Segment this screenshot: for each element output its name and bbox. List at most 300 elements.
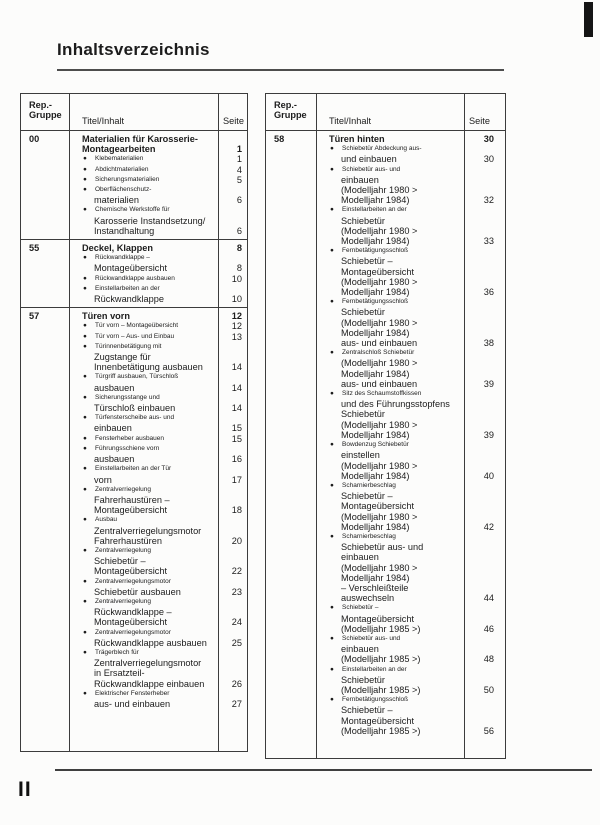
entry-text-content: Schiebetür – [342, 604, 379, 612]
entry-text [69, 393, 160, 403]
group-number [266, 277, 316, 287]
group-number [266, 226, 316, 236]
group-number: 58 [274, 134, 285, 144]
group-number [21, 668, 69, 678]
group-number [266, 318, 316, 328]
page-number: 12 [231, 321, 242, 332]
page-number [464, 491, 505, 501]
page-number: 15 [231, 433, 242, 444]
page-number [218, 515, 247, 525]
toc-entry-line [21, 253, 247, 263]
table-header-row [21, 94, 247, 131]
page-number [218, 689, 247, 699]
page-number: 56 [483, 725, 494, 736]
entry-text: (Modelljahr 1980 > [341, 460, 418, 471]
group-number [266, 644, 316, 654]
page-number [464, 512, 505, 522]
page-number: 44 [483, 593, 494, 604]
group-number [21, 526, 69, 536]
entry-text: Montageübersicht [341, 266, 415, 277]
bullet-icon: ● [83, 546, 87, 554]
entry-text [69, 274, 175, 284]
bullet-icon: ● [330, 532, 334, 540]
group-number [21, 226, 69, 236]
entry-text [69, 485, 152, 495]
toc-entry-line [266, 430, 505, 440]
group-number [266, 154, 316, 164]
group-number [266, 195, 316, 205]
toc-entry-line [21, 321, 247, 331]
toc-entry-line [21, 515, 247, 525]
group-number [266, 593, 316, 603]
group-number [266, 501, 316, 511]
group-number [266, 471, 316, 481]
entry-text: Montageübersicht [341, 715, 415, 726]
toc-entry-line [266, 134, 505, 144]
page-number [464, 420, 505, 430]
entry-text: Schiebetür [341, 409, 385, 420]
group-number [266, 675, 316, 685]
entry-text: Rückwandklappe einbauen [94, 678, 205, 689]
toc-entry-line [21, 536, 247, 546]
group-number [21, 679, 69, 689]
toc-entry-line [266, 195, 505, 205]
toc-entry-line [266, 501, 505, 511]
group-number [266, 430, 316, 440]
toc-entry-line [21, 352, 247, 362]
toc-entry-line [266, 665, 505, 675]
page-number: 14 [231, 403, 242, 414]
entry-text: Montageübersicht [94, 566, 168, 577]
bullet-icon: ● [330, 481, 334, 489]
toc-entry-line [21, 311, 247, 321]
toc-entry-line [266, 236, 505, 246]
page-number: 22 [231, 566, 242, 577]
group-number [21, 154, 69, 164]
toc-entry-line [21, 597, 247, 607]
page-number [464, 216, 505, 226]
toc-entry-line [21, 505, 247, 515]
group-number [21, 253, 69, 263]
group-number [21, 699, 69, 709]
toc-entry-line [266, 573, 505, 583]
entry-text-content: Fernbetätigungsschloß [342, 298, 409, 306]
page-number [464, 307, 505, 317]
page-number: 42 [483, 521, 494, 532]
entry-text-content: Sicherungsstange und [95, 393, 160, 401]
page-number [464, 675, 505, 685]
group-number [21, 638, 69, 648]
toc-entry-line [21, 668, 247, 678]
entry-text [69, 175, 160, 185]
page-number: 4 [236, 164, 242, 175]
page-number [218, 546, 247, 556]
toc-entry-line [266, 481, 505, 491]
page-number: 16 [231, 454, 242, 465]
page-number: 36 [483, 287, 494, 298]
toc-entry-line [21, 485, 247, 495]
entry-text: aus- und einbauen [341, 378, 418, 389]
group-number [21, 485, 69, 495]
entry-text: Rückwandklappe [94, 294, 164, 305]
page-number [464, 450, 505, 460]
bullet-icon: ● [83, 485, 87, 493]
entry-text [316, 297, 409, 307]
bullet-icon: ● [330, 696, 334, 704]
group-number [21, 475, 69, 485]
toc-entry-line [21, 444, 247, 454]
group-number [21, 321, 69, 331]
entry-text: Fahrerhaustüren – [94, 494, 170, 505]
toc-section [21, 131, 247, 239]
group-number: 57 [29, 311, 40, 322]
group-number [266, 175, 316, 185]
column-header-group-line2: Gruppe [29, 110, 62, 121]
toc-entry-line [266, 603, 505, 613]
group-number [266, 542, 316, 552]
group-number [21, 372, 69, 382]
page-number: 14 [231, 362, 242, 373]
group-number [21, 383, 69, 393]
entry-text-content: Scharnierbeschlag [342, 532, 396, 540]
group-number [266, 236, 316, 246]
group-number [21, 423, 69, 433]
page-number: 10 [231, 294, 242, 305]
group-number [21, 689, 69, 699]
toc-entry-line [21, 383, 247, 393]
entry-text: ausbauen [94, 382, 135, 393]
page-number [218, 372, 247, 382]
column-header-group-line2: Gruppe [274, 110, 307, 121]
toc-entry-line [21, 689, 247, 699]
group-number [266, 369, 316, 379]
entry-text-content: Klebematerialien [95, 155, 144, 163]
column-divider [464, 94, 465, 758]
entry-text: Modelljahr 1984) [341, 572, 410, 583]
toc-entry-line [21, 243, 247, 253]
bullet-icon: ● [83, 648, 87, 656]
group-number [266, 287, 316, 297]
page-number [218, 485, 247, 495]
entry-text: Schiebetür [341, 674, 385, 685]
group-number [266, 624, 316, 634]
entry-text: (Modelljahr 1985 >) [341, 725, 421, 736]
group-number [266, 450, 316, 460]
group-number [21, 546, 69, 556]
page-number [218, 495, 247, 505]
group-number [21, 607, 69, 617]
group-number [266, 695, 316, 705]
toc-entry-line [266, 705, 505, 715]
group-number [266, 705, 316, 715]
entry-text-content: Türfensterscheibe aus- und [95, 414, 175, 422]
toc-entry-line [266, 491, 505, 501]
column-header-group [266, 100, 316, 126]
page-number: 15 [231, 423, 242, 434]
entry-text [69, 154, 144, 164]
entry-text [69, 597, 152, 607]
group-number [266, 358, 316, 368]
toc-entry-line [266, 216, 505, 226]
entry-text: Modelljahr 1984) [341, 287, 410, 298]
entry-text [316, 348, 415, 358]
toc-entry-line [21, 144, 247, 154]
bullet-icon: ● [83, 274, 87, 282]
entry-text: Schiebetür ausbauen [94, 586, 181, 597]
entry-text-content: Oberflächenschutz- [95, 186, 152, 194]
page-number [218, 342, 247, 352]
entry-text: in Ersatzteil- [94, 668, 145, 679]
page-number [464, 542, 505, 552]
toc-entry-line [21, 175, 247, 185]
group-number [21, 413, 69, 423]
entry-text [316, 603, 379, 613]
group-number [21, 165, 69, 175]
entry-text [69, 444, 160, 454]
bullet-icon: ● [330, 634, 334, 642]
toc-section [21, 239, 247, 307]
toc-entry-line [21, 699, 247, 709]
toc-entry-line [21, 342, 247, 352]
entry-text: Modelljahr 1984) [341, 368, 410, 379]
page-number: 10 [231, 273, 242, 284]
entry-text [69, 321, 179, 331]
page-number: 8 [236, 243, 242, 254]
entry-text [316, 634, 401, 644]
entry-text-content: Führungsschiene vorn [95, 444, 160, 452]
page-number: 6 [236, 225, 242, 236]
toc-entry-line [266, 165, 505, 175]
toc-entry-line [266, 716, 505, 726]
page-number [218, 134, 247, 144]
entry-text-content: Trägerblech für [95, 648, 139, 656]
toc-entry-line [266, 685, 505, 695]
toc-entry-line [21, 216, 247, 226]
group-number [266, 185, 316, 195]
column-divider [69, 94, 70, 751]
page-number: 18 [231, 505, 242, 516]
entry-text-content: Scharnierbeschlag [342, 481, 396, 489]
page-number: 48 [483, 654, 494, 665]
toc-entry-line [21, 546, 247, 556]
toc-entry-line [266, 532, 505, 542]
bullet-icon: ● [83, 332, 87, 340]
page-number [464, 573, 505, 583]
entry-text [69, 165, 149, 175]
toc-entry-line [266, 318, 505, 328]
entry-text-content: Sitz des Schaumstoffkissen [342, 390, 422, 398]
page-number [464, 165, 505, 175]
entry-text: Schiebetür aus- und [341, 542, 424, 553]
entry-text [316, 532, 396, 542]
page-number [464, 369, 505, 379]
group-number [21, 263, 69, 273]
toc-entry-line [266, 420, 505, 430]
entry-text-content: Zentralverriegelungsmotor [95, 628, 171, 636]
toc-entry-line [266, 348, 505, 358]
toc-entry-line [266, 695, 505, 705]
group-number [21, 587, 69, 597]
toc-entry-line [21, 577, 247, 587]
bullet-icon: ● [83, 628, 87, 636]
entry-text-content: Türinnenbetätigung mit [95, 342, 162, 350]
column-header-group-line1: Rep.- [29, 100, 52, 110]
entry-text-content: Fernbetätigungsschloß [342, 247, 409, 255]
group-number [21, 597, 69, 607]
toc-entry-line [21, 617, 247, 627]
entry-text: aus- und einbauen [341, 338, 418, 349]
entry-text: (Modelljahr 1980 > [341, 511, 418, 522]
bullet-icon: ● [83, 434, 87, 442]
entry-text: (Modelljahr 1980 > [341, 562, 418, 573]
bullet-icon: ● [330, 247, 334, 255]
entry-text-content: Einstellarbeiten an der Tür [95, 465, 172, 473]
title-rule [57, 69, 504, 71]
toc-section [266, 131, 505, 739]
entry-text-content: Einstellarbeiten an der [342, 206, 407, 214]
group-number [266, 440, 316, 450]
page-number [464, 185, 505, 195]
column-header-group-line1: Rep.- [274, 100, 297, 110]
group-number [266, 399, 316, 409]
entry-text-content: Einstellarbeiten an der [95, 284, 160, 292]
group-number [266, 307, 316, 317]
entry-text: Deckel, Klappen [82, 243, 153, 254]
toc-entry-line [266, 256, 505, 266]
entry-text: Schiebetür – [94, 556, 146, 567]
group-number [21, 577, 69, 587]
entry-text: (Modelljahr 1980 > [341, 276, 418, 287]
entry-text: – Verschleißteile [341, 582, 409, 593]
toc-entry-line [21, 372, 247, 382]
toc-entry-line [266, 144, 505, 154]
group-number [266, 348, 316, 358]
page-number [464, 665, 505, 675]
toc-entry-line [21, 263, 247, 273]
entry-text: (Modelljahr 1980 > [341, 225, 418, 236]
page-number: 25 [231, 637, 242, 648]
column-header-group [21, 100, 69, 126]
page-number [464, 634, 505, 644]
toc-entry-line [266, 583, 505, 593]
entry-text: Fahrerhaustüren [94, 535, 162, 546]
column-divider [218, 94, 219, 751]
page-number [464, 205, 505, 215]
entry-text: Schiebetür [341, 307, 385, 318]
group-number [266, 297, 316, 307]
toc-entry-line [266, 154, 505, 164]
column-header-page: Seite [223, 115, 244, 126]
column-header-page: Seite [469, 115, 490, 126]
entry-text: Karosserie Instandsetzung/ [94, 215, 206, 226]
group-number [266, 409, 316, 419]
bullet-icon: ● [330, 165, 334, 173]
toc-entry-line [266, 226, 505, 236]
entry-text: Rückwandklappe – [94, 607, 172, 618]
page-number [218, 607, 247, 617]
entry-text: Modelljahr 1984) [341, 236, 410, 247]
toc-entry-line [266, 389, 505, 399]
page-number [464, 552, 505, 562]
page-number [464, 328, 505, 338]
group-number [266, 481, 316, 491]
entry-text: (Modelljahr 1980 > [341, 317, 418, 328]
toc-entry-line [266, 563, 505, 573]
entry-text-content: Abdichtmaterialien [95, 165, 149, 173]
toc-entry-line [21, 566, 247, 576]
group-number [266, 246, 316, 256]
toc-entry-line [21, 403, 247, 413]
entry-text: ausbauen [94, 454, 135, 465]
group-number [266, 216, 316, 226]
group-number [266, 267, 316, 277]
group-number: 00 [29, 134, 40, 144]
group-number [21, 566, 69, 576]
entry-text: Montageübersicht [94, 617, 168, 628]
entry-text-content: Zentralverriegelung [95, 485, 152, 493]
entry-text [69, 332, 175, 342]
page-number [218, 444, 247, 454]
toc-entry-line [266, 552, 505, 562]
toc-entry-line [266, 307, 505, 317]
group-number [21, 185, 69, 195]
page-number [464, 246, 505, 256]
entry-text: Rückwandklappe ausbauen [94, 637, 207, 648]
group-number [266, 716, 316, 726]
toc-entry-line [21, 679, 247, 689]
toc-entry-line [21, 434, 247, 444]
toc-entry-line [266, 624, 505, 634]
edge-index-mark [584, 2, 593, 37]
page-number [464, 461, 505, 471]
page-number: 17 [231, 474, 242, 485]
entry-text [316, 695, 409, 705]
entry-text [69, 372, 179, 382]
entry-text: Modelljahr 1984) [341, 195, 410, 206]
bullet-icon: ● [330, 604, 334, 612]
toc-entry-line [21, 638, 247, 648]
page-title: Inhaltsverzeichnis [57, 40, 210, 59]
entry-text-content: Rückwandklappe – [95, 254, 150, 262]
page-number [464, 501, 505, 511]
entry-text-content: Tür vorn – Aus- und Einbau [95, 332, 175, 340]
page-number: 39 [483, 429, 494, 440]
group-number [21, 362, 69, 372]
toc-entry-line [266, 614, 505, 624]
toc-entry-line [21, 134, 247, 144]
page-number [464, 297, 505, 307]
page-number [464, 277, 505, 287]
bullet-icon: ● [330, 298, 334, 306]
entry-text-content: Zentralverriegelung [95, 546, 152, 554]
entry-text: Montageübersicht [341, 613, 415, 624]
entry-text: Materialien für Karosserie- [82, 134, 198, 144]
entry-text: (Modelljahr 1985 >) [341, 623, 421, 634]
group-number [21, 274, 69, 284]
entry-text-content: Rückwandklappe ausbauen [95, 274, 175, 282]
toc-entry-line [21, 587, 247, 597]
page-number [218, 464, 247, 474]
page-number [464, 705, 505, 715]
toc-entry-line [266, 399, 505, 409]
page-number: 46 [483, 623, 494, 634]
toc-entry-line [266, 542, 505, 552]
toc-entry-line [266, 440, 505, 450]
page-number: 14 [231, 382, 242, 393]
group-number [266, 726, 316, 736]
page-number [218, 253, 247, 263]
bullet-icon: ● [83, 577, 87, 585]
